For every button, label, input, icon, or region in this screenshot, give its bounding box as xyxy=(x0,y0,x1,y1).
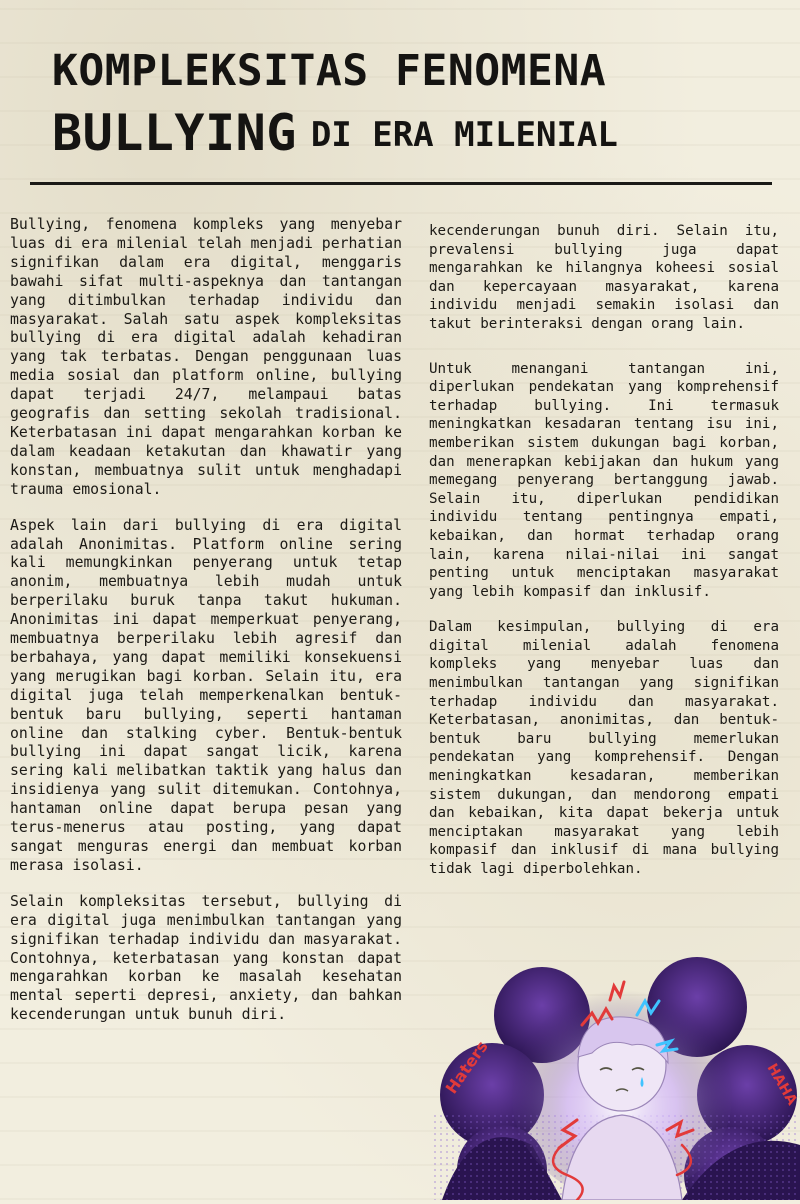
paragraph: Bullying, fenomena kompleks yang menyebar luas di era milenial telah menjadi perhatian signifikan dalam era digital, menggaris bawahi sifat multi-aspeknya dan tantangan yang ditimbulkan terhadap individu dan masyarakat. Salah satu aspek kompleksitas bullying di era digital adalah kehadiran yang tak terbatas. Dengan penggunaan luas media sosial dan platform online, bullying dapat terjadi 24/7, melampaui batas geografis dan setting sekolah tradisional. Keterbatasan ini dapat mengarahkan korban ke dalam keadaan ketakutan dan khawatir yang konstan, membuatnya sulit untuk menghadapi trauma emosional. xyxy=(10,216,402,498)
haters-scribble: Haters xyxy=(441,1037,492,1098)
haha-scribble: HAHA xyxy=(763,1061,800,1109)
title-line-2 xyxy=(52,104,618,162)
paragraph: Untuk menangani tantangan ini, diperlukan pendekatan yang komprehensif terhadap bullying. Ini termasuk meningkatkan kesadaran tentang isu ini, memberikan sistem dukungan bagi korban, dan menerapkan kebijakan dan hukum yang memegang penyerang bertanggung jawab. Selain itu, diperlukan pendidikan individu tentang pentingnya empati, kebaikan, dan hormat terhadap orang lain, karena nilai-nilai ini sangat penting untuk menciptakan masyarakat yang lebih kompasif dan inklusif. xyxy=(429,360,779,600)
title-era-milenial: DI ERA MILENIAL xyxy=(310,115,618,155)
left-column xyxy=(10,216,402,1042)
bullying-illustration xyxy=(432,945,800,1200)
illustration-svg xyxy=(432,945,800,1200)
paragraph: kecenderungan bunuh diri. Selain itu, prevalensi bullying juga dapat mengarahkan ke hilangnya koheesi sosial dan kepercayaan masyarakat, karena individu menjadi semakin isolasi dan takut berinteraksi dengan orang lain. xyxy=(429,223,779,332)
title-bullying: BULLYING xyxy=(52,104,297,162)
paragraph: Dalam kesimpulan, bullying di era digital milenial adalah fenomena kompleks yang menyebar luas dan menimbulkan tantangan yang signifikan terhadap individu dan masyarakat. Keterbatasan, anonimitas, dan bentuk-bentuk baru bullying memerlukan pendekatan yang komprehensif. Dengan meningkatkan kesadaran, memberikan sistem dukungan, dan mendorong empati dan kebaikan, kita dapat bekerja untuk menciptakan masyarakat yang lebih kompasif dan inklusif di mana bullying tidak lagi diperbolehkan. xyxy=(429,619,779,877)
paragraph: Aspek lain dari bullying di era digital adalah Anonimitas. Platform online sering kali memungkinkan penyerang untuk tetap anonim, membuatnya lebih mudah untuk berperilaku buruk tanpa takut hukuman. Anonimitas ini dapat memperkuat penyerang, membuatnya berperilaku lebih agresif dan berbahaya, yang dapat memiliki konsekuensi yang merugikan bagi korban. Selain itu, era digital juga telah memperkenalkan bentuk-bentuk baru bullying, seperti hantaman online dan stalking cyber. Bentuk-bentuk bullying ini dapat sangat licik, karena sering kali melibatkan taktik yang halus dan insidienya yang sulit ditemukan. Contohnya, hantaman online dapat berupa pesan yang terus-menerus atau posting, yang dapat sangat menguras energi dan membuat korban merasa isolasi. xyxy=(10,516,402,874)
paragraph: Selain kompleksitas tersebut, bullying di era digital juga menimbulkan tantangan yang signifikan terhadap individu dan masyarakat. Contohnya, keterbatasan yang konstan dapat mengarahkan korban ke masalah kesehatan mental seperti depresi, anxiety, dan bahkan kecenderungan untuk bunuh diri. xyxy=(10,892,402,1024)
right-column xyxy=(429,222,779,896)
title-divider xyxy=(30,182,772,185)
title-line-1: KOMPLEKSITAS FENOMENA xyxy=(52,46,607,96)
